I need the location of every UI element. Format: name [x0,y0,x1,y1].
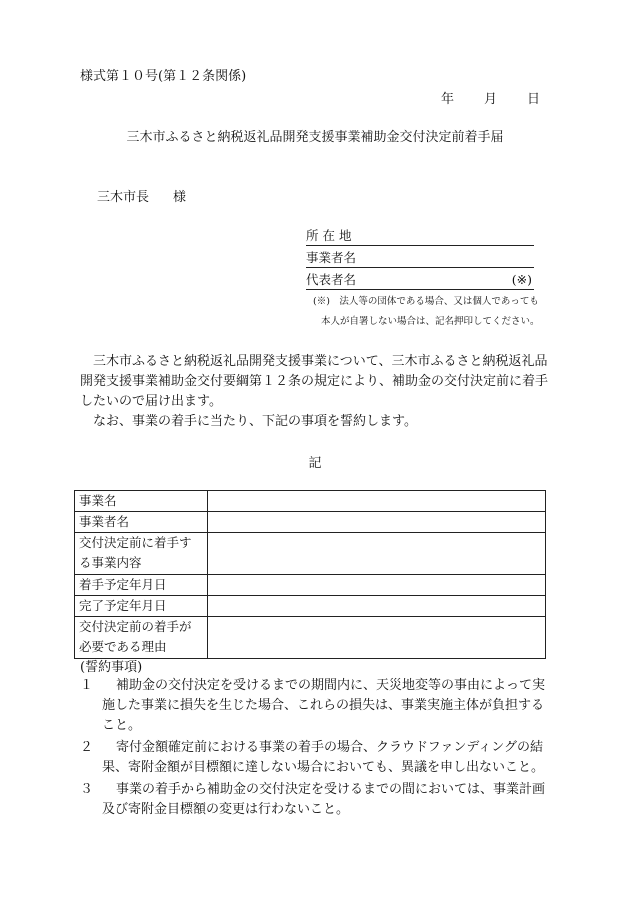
addressee-name: 三木市長 [97,190,150,205]
addressee [97,186,186,205]
row-label: 交付決定前の着手が必要である理由 [75,617,208,659]
body-text [80,352,554,432]
representative-label: 代表者名 [306,272,357,287]
month-label: 月 [484,92,498,107]
business-name-field[interactable] [306,249,534,268]
representative-field[interactable] [306,271,534,290]
body-paragraph-1: 三木市ふるさと納税返礼品開発支援事業について、三木市ふるさと納税返礼品開発支援事業補助金交付要綱第１２条の規定により、補助金の交付決定前に着手したいので届け出ます。 [80,354,549,409]
row-value-project-content[interactable] [208,533,546,575]
row-label: 事業名 [75,491,208,512]
document-title: 三木市ふるさと納税返礼品開発支援事業補助金交付決定前着手届 [126,130,504,145]
pledge-number: ２ [80,740,94,755]
row-value-business-name[interactable] [208,512,546,533]
row-value-completion-date[interactable] [208,596,546,617]
list-item [80,738,554,778]
detail-table [74,490,546,659]
list-item [80,780,554,820]
addressee-honorific: 様 [173,190,187,205]
row-value-project-name[interactable] [208,491,546,512]
seal-footnote-line2: 本人が自署しない場合は、記名押印してください。 [321,316,540,327]
seal-mark: (※) [511,272,532,287]
pledge-text: 事業の着手から補助金の交付決定を受けるまでの間においては、事業計画及び寄附金目標額の変更は行わないこと。 [102,782,546,817]
date-line [441,88,540,107]
row-label: 交付決定前に着手する事業内容 [75,533,208,575]
table-row [75,617,546,659]
table-row [75,512,546,533]
record-heading: 記 [308,456,322,471]
row-label: 完了予定年月日 [75,596,208,617]
pledge-number: １ [80,678,94,693]
row-value-start-date[interactable] [208,575,546,596]
table-row [75,533,546,575]
location-label: 所 在 地 [306,228,352,243]
year-label: 年 [441,92,455,107]
pledge-number: ３ [80,782,94,797]
pledge-text: 寄付金額確定前における事業の着手の場合、クラウドファンディングの結果、寄附金額が目標額に達しない場合においても、異議を申し出ないこと。 [102,740,545,775]
table-row [75,596,546,617]
pledge-list [80,676,554,822]
row-label: 着手予定年月日 [75,575,208,596]
pledge-text: 補助金の交付決定を受けるまでの期間内に、天災地変等の事由によって実施した事業に損失を生じた場合、これらの損失は、事業実施主体が負担すること。 [102,678,546,733]
day-label: 日 [527,92,541,107]
business-name-label: 事業者名 [306,250,357,265]
row-label: 事業者名 [75,512,208,533]
pledge-heading: (誓約事項) [80,660,143,675]
body-paragraph-2: なお、事業の着手に当たり、下記の事項を誓約します。 [93,414,417,429]
table-row [75,575,546,596]
form-number: 様式第１０号(第１２条関係) [80,69,247,84]
table-row [75,491,546,512]
seal-footnote-line1: (※) 法人等の団体である場合、又は個人であっても [313,296,539,307]
row-value-reason[interactable] [208,617,546,659]
list-item [80,676,554,736]
location-field[interactable] [306,227,534,246]
